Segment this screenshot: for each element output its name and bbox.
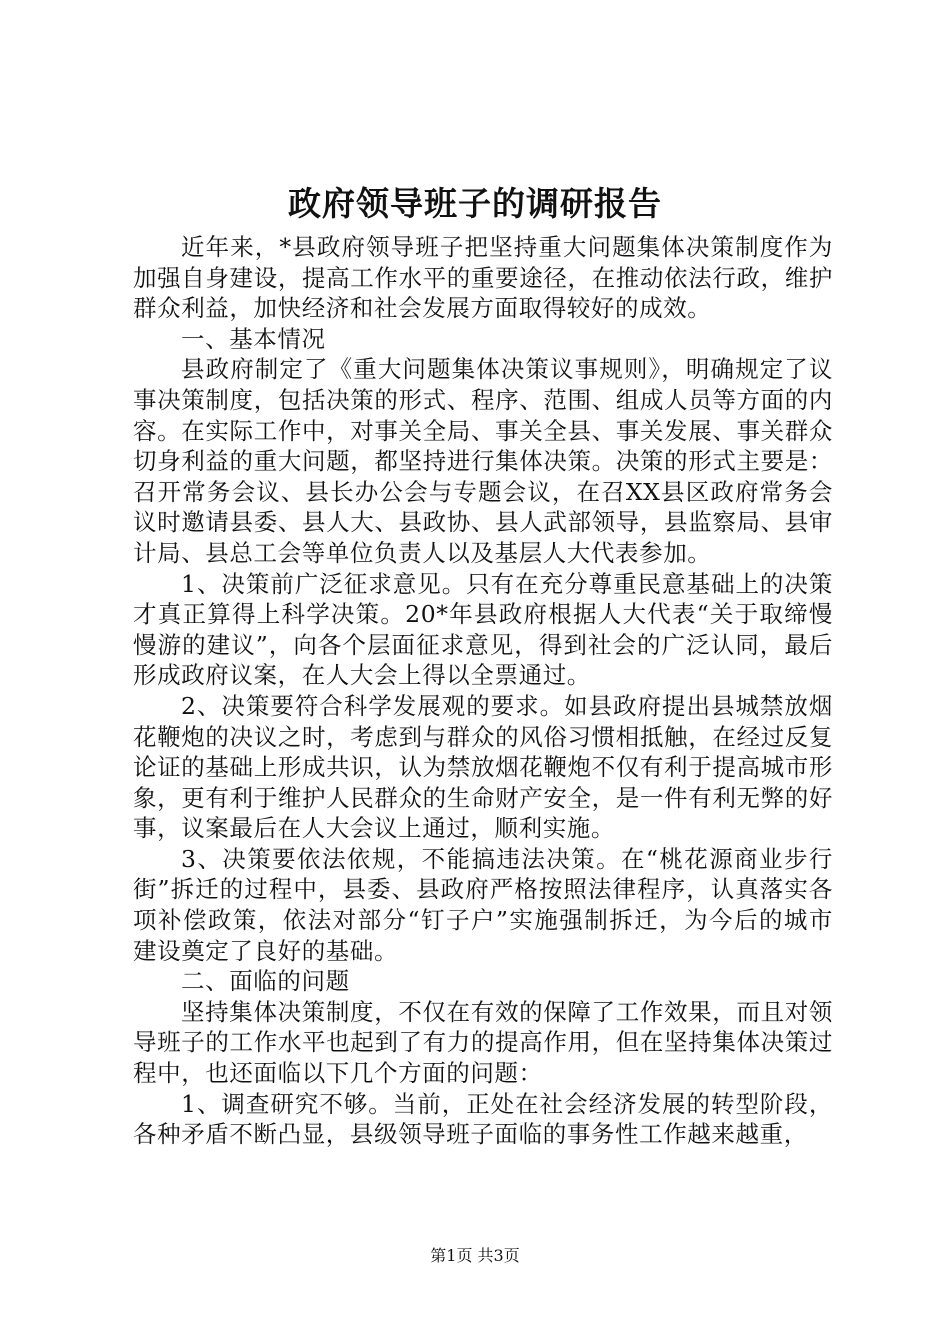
paragraph-problems-intro: 坚持集体决策制度，不仅在有效的保障了工作效果，而且对领导班子的工作水平也起到了有力的提高作用，但在坚持集体决策过程中，也还面临以下几个方面的问题：	[133, 997, 833, 1088]
paragraph-point-1: 1、决策前广泛征求意见。只有在充分尊重民意基础上的决策才真正算得上科学决策。20*年县政府根据人大代表“关于取缔慢慢游的建议”，向各个层面征求意见，得到社会的广泛认同，最后形成政府议案，在人大会上得以全票通过。	[133, 569, 833, 690]
document-body	[133, 232, 833, 1150]
section-heading-problems: 二、面临的问题	[181, 967, 350, 996]
document-title: 政府领导班子的调研报告	[288, 184, 662, 223]
paragraph-point-3: 3、决策要依法依规，不能搞违法决策。在“桃花源商业步行街”拆迁的过程中，县委、县政府严格按照法律程序，认真落实各项补偿政策，依法对部分“钉子户”实施强制拆迁，为今后的城市建设奠定了良好的基础。	[133, 844, 833, 965]
page-footer: 第1页 共3页	[430, 1246, 520, 1265]
paragraph-intro: 近年来，*县政府领导班子把坚持重大问题集体决策制度作为加强自身建设，提高工作水平的重要途径，在推动依法行政，维护群众利益，加快经济和社会发展方面取得较好的成效。	[133, 233, 833, 323]
paragraph-problem-1: 1、调查研究不够。当前，正处在社会经济发展的转型阶段，各种矛盾不断凸显，县级领导班子面临的事务性工作越来越重，	[133, 1089, 833, 1149]
paragraph-rules: 县政府制定了《重大问题集体决策议事规则》，明确规定了议事决策制度，包括决策的形式、程序、范围、组成人员等方面的内容。在实际工作中，对事关全局、事关全县、事关发展、事关群众切身利益的重大问题，都坚持进行集体决策。决策的形式主要是：召开常务会议、县长办公会与专题会议，在召XX县区政府常务会议时邀请县委、县人大、县政协、县人武部领导，县监察局、县审计局、县总工会等单位负责人以及基层人大代表参加。	[133, 355, 833, 567]
paragraph-point-2: 2、决策要符合科学发展观的要求。如县政府提出县城禁放烟花鞭炮的决议之时，考虑到与群众的风俗习惯相抵触，在经过反复论证的基础上形成共识，认为禁放烟花鞭炮不仅有利于提高城市形象，更有利于维护人民群众的生命财产安全，是一件有利无弊的好事，议案最后在人大会议上通过，顺利实施。	[133, 691, 833, 843]
section-heading-basic-situation: 一、基本情况	[181, 324, 326, 353]
